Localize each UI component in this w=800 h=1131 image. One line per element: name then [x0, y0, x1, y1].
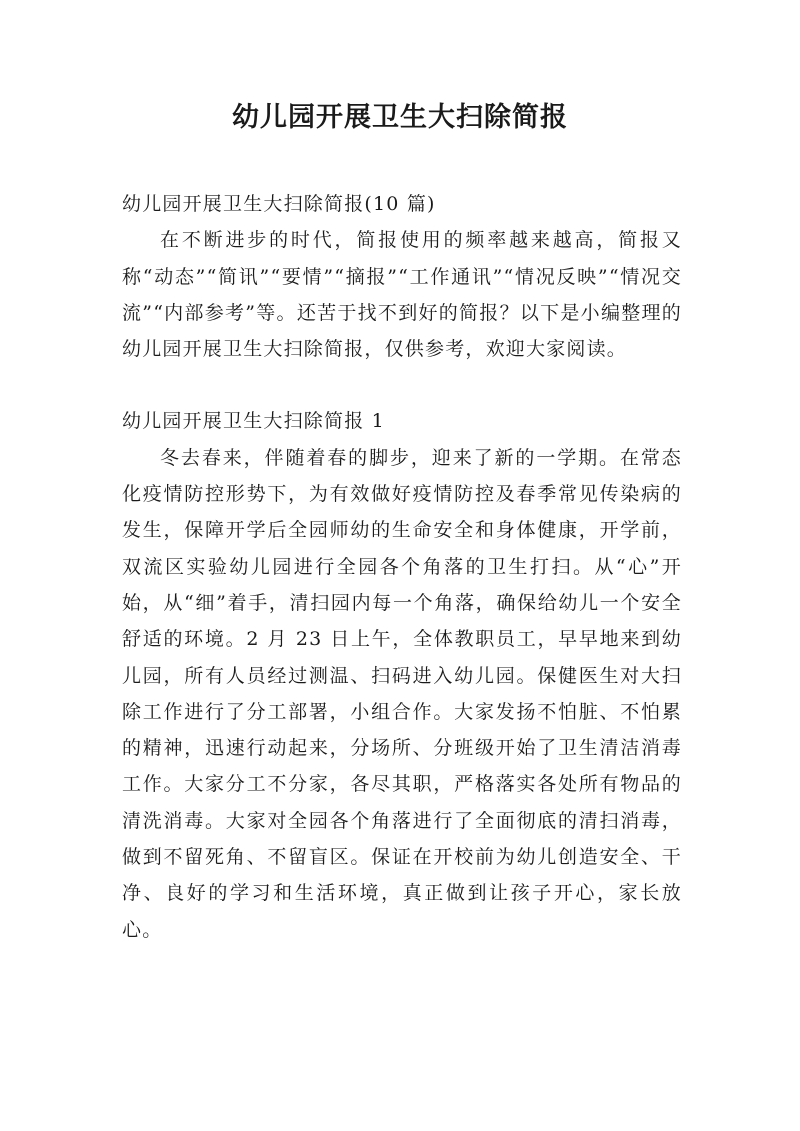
section1-heading: 幼儿园开展卫生大扫除简报 1 — [122, 410, 385, 433]
intro-heading: 幼儿园开展卫生大扫除简报(10 篇) — [122, 193, 436, 215]
section-spacer — [122, 367, 682, 403]
intro-paragraph: 在不断进步的时代，简报使用的频率越来越高，简报又称“动态”“简讯”“要情”“摘报”“工作通讯”“情况反映”“情况交流”“内部参考”等。还苦于找不到好的简报？以下是小编整理的幼儿园开展卫生大扫除简报，仅供参考，欢迎大家阅读。 — [122, 229, 682, 361]
document-title: 幼儿园开展卫生大扫除简报 — [232, 102, 568, 133]
section1-paragraph: 冬去春来，伴随着春的脚步，迎来了新的一学期。在常态化疫情防控形势下，为有效做好疫情防控及春季常见传染病的发生，保障开学后全园师幼的生命安全和身体健康，开学前，双流区实验幼儿园进行全园各个角落的卫生打扫。从“心”开始，从“细”着手，清扫园内每一个角落，确保给幼儿一个安全舒适的环境。2 月 23 日上午，全体教职员工，早早地来到幼儿园，所有人员经过测温、扫码进入幼儿园。保健医生对大扫除工作进行了分工部署，小组合作。大家发扬不怕脏、不怕累的精神，迅速行动起来，分场所、分班级开始了卫生清洁消毒工作。大家分工不分家，各尽其职，严格落实各处所有物品的清洗消毒。大家对全园各个角落进行了全面彻底的清扫消毒，做到不留死角、不留盲区。保证在开校前为幼儿创造安全、干净、良好的学习和生活环境，真正做到让孩子开心，家长放心。 — [122, 446, 682, 941]
document-body — [122, 186, 682, 948]
